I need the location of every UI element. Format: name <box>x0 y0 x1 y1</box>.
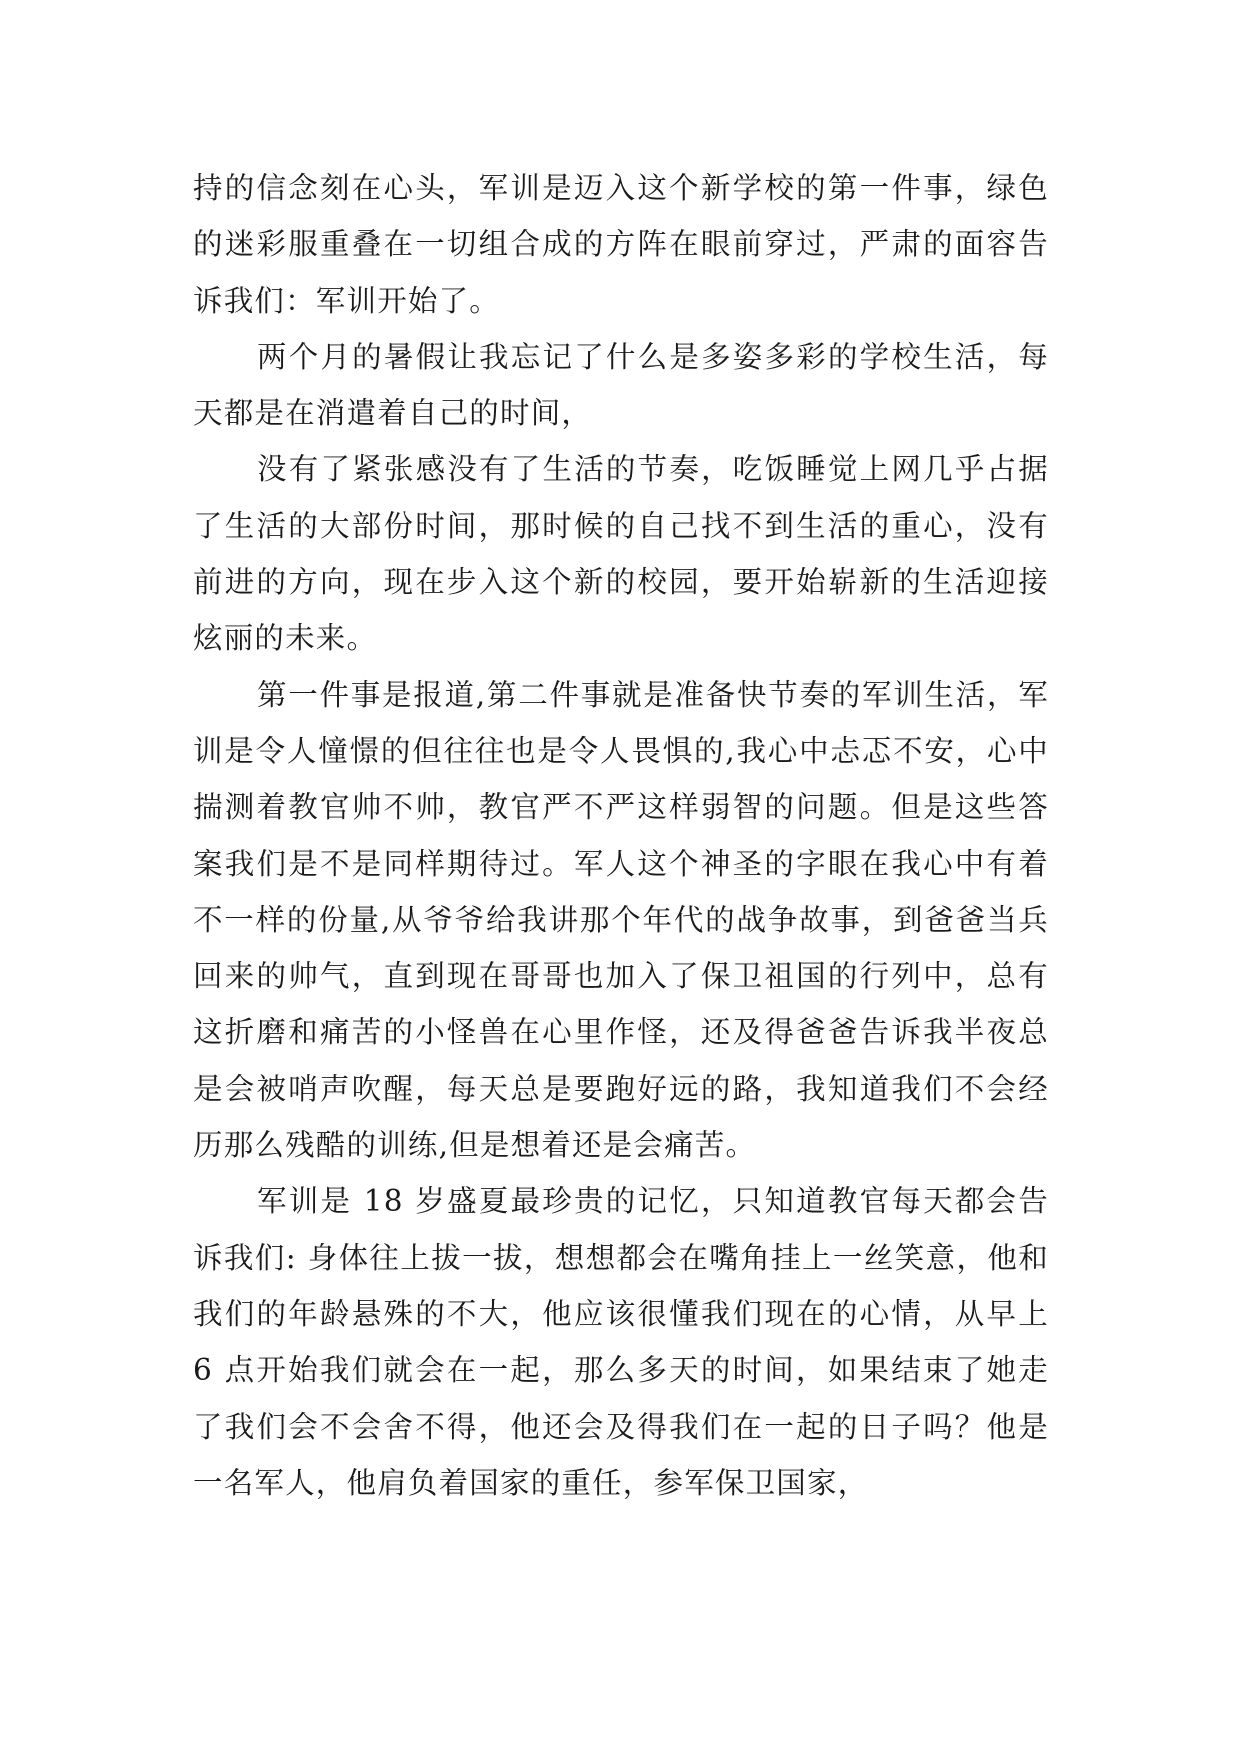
paragraph-4: 第一件事是报道,第二件事就是准备快节奏的军训生活，军训是令人憧憬的但往往也是令人畏惧的,我心中忐忑不安，心中揣测着教官帅不帅，教官严不严这样弱智的问题。但是这些答案我们是不是同样期待过。军人这个神圣的字眼在我心中有着不一样的份量,从爷爷给我讲那个年代的战争故事，到爸爸当兵回来的帅气，直到现在哥哥也加入了保卫祖国的行列中，总有这折磨和痛苦的小怪兽在心里作怪，还及得爸爸告诉我半夜总是会被哨声吹醒，每天总是要跑好远的路，我知道我们不会经历那么残酷的训练,但是想着还是会痛苦。 <box>193 677 1049 1163</box>
paragraph-2: 两个月的暑假让我忘记了什么是多姿多彩的学校生活，每天都是在消遣着自己的时间， <box>193 339 1049 431</box>
paragraph-1: 持的信念刻在心头，军训是迈入这个新学校的第一件事，绿色的迷彩服重叠在一切组合成的方阵在眼前穿过，严肃的面容告诉我们：军训开始了。 <box>193 171 1049 318</box>
document-body <box>193 160 1049 1511</box>
paragraph-5: 军训是 18 岁盛夏最珍贵的记忆，只知道教官每天都会告诉我们: 身体往上拔一拔，想想都会在嘴角挂上一丝笑意，他和我们的年龄悬殊的不大，他应该很懂我们现在的心情，从早上 6 点开始我们就会在一起，那么多天的时间，如果结束了她走了我们会不会舍不得，他还会及得我们在一起的日子吗？他是一名军人，他肩负着国家的重任，参军保卫国家， <box>193 1184 1049 1500</box>
paragraph-3: 没有了紧张感没有了生活的节奏，吃饭睡觉上网几乎占据了生活的大部份时间，那时候的自己找不到生活的重心，没有前进的方向，现在步入这个新的校园，要开始崭新的生活迎接炫丽的未来。 <box>193 452 1049 656</box>
